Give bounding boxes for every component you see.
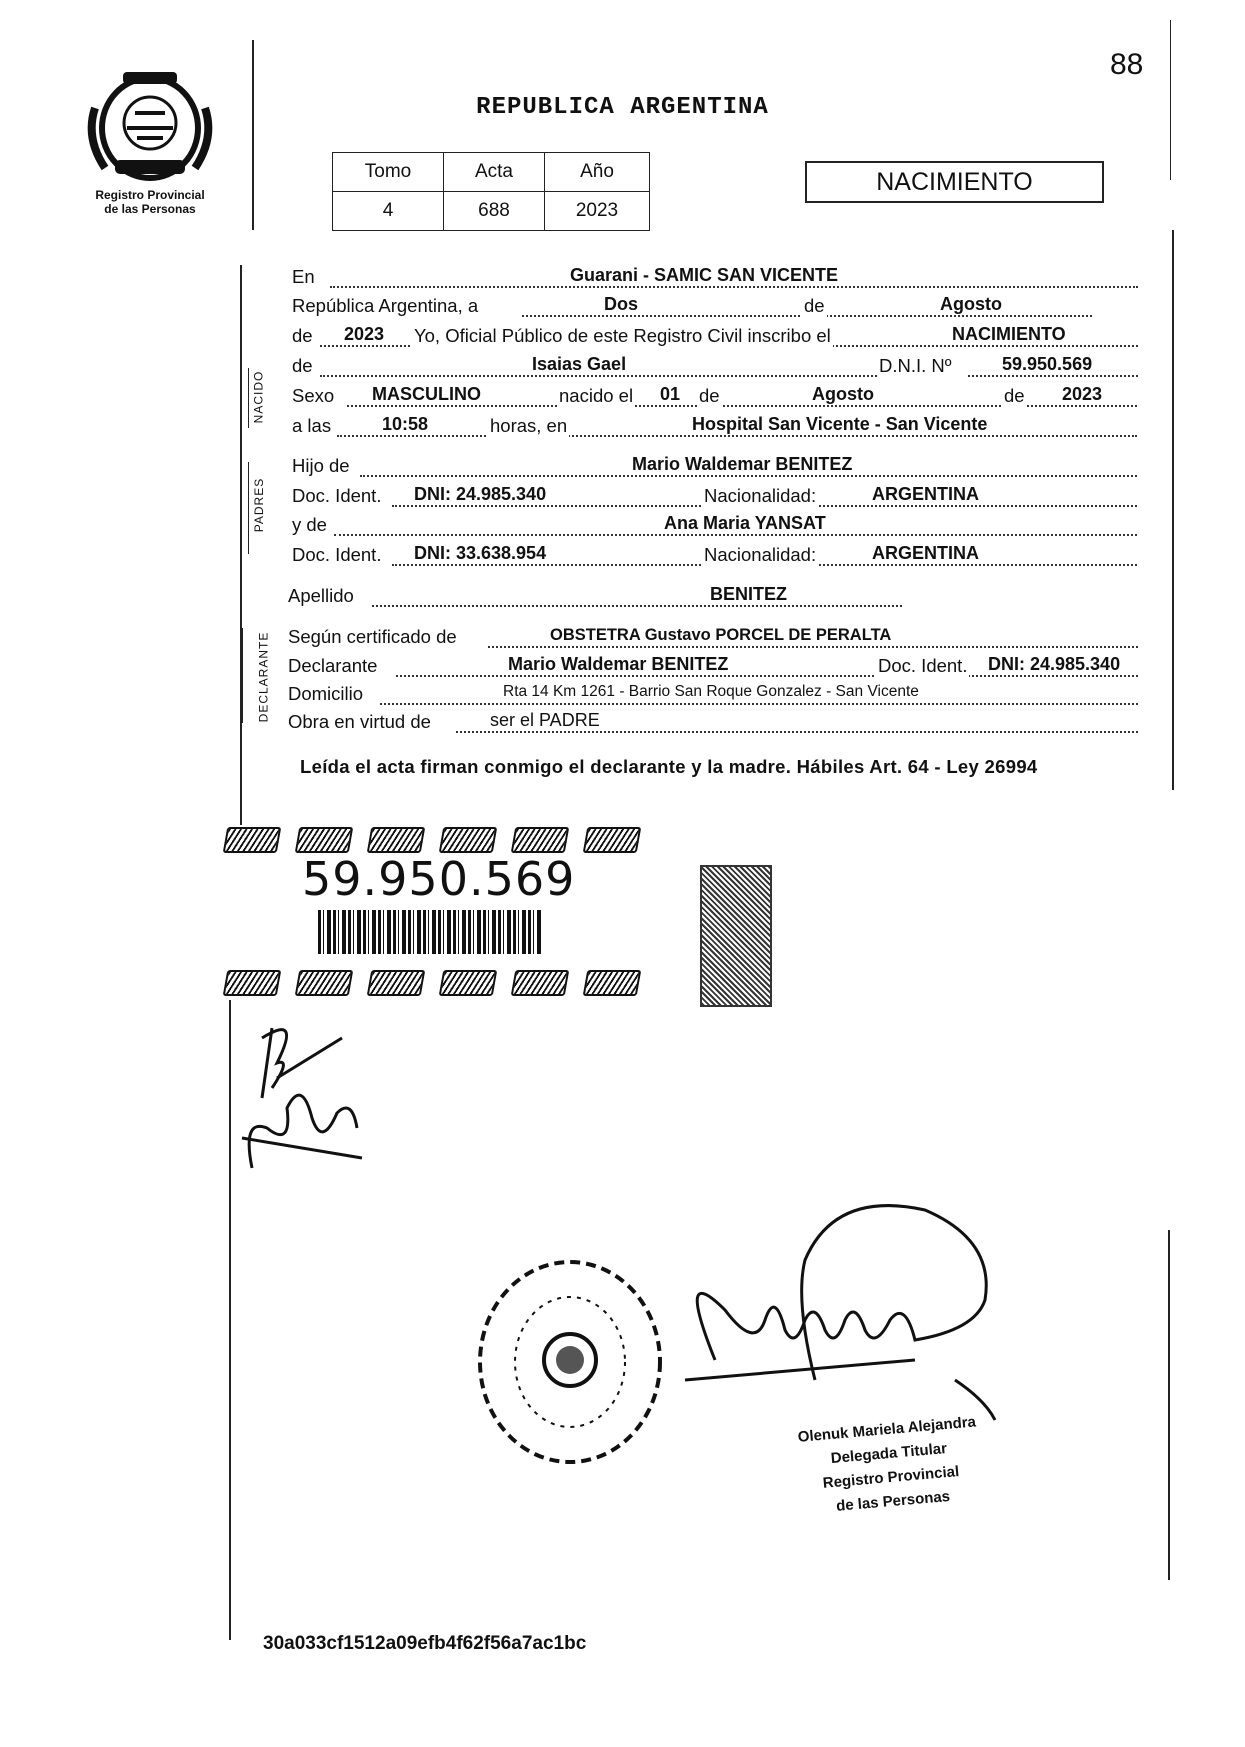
page-number: 88 [1110, 48, 1144, 81]
acta-header: Acta [444, 153, 545, 192]
hologram-seal [700, 865, 772, 1007]
document-title: REPUBLICA ARGENTINA [476, 94, 769, 121]
left-margin-line [240, 265, 242, 825]
birth-year-value: 2023 [1062, 384, 1103, 404]
birth-month-value: Agosto [812, 384, 874, 404]
day-word-value: Dos [604, 294, 639, 314]
tomo-header: Tomo [333, 153, 444, 192]
time-value: 10:58 [382, 414, 429, 434]
month-value: Agosto [940, 294, 1002, 314]
mother-nationality-value: ARGENTINA [872, 543, 979, 563]
dni-label: D.N.I. Nº [877, 352, 954, 380]
section-divider [248, 368, 249, 428]
name-de-label: de [292, 355, 313, 376]
nacido-label: nacido el [557, 382, 635, 410]
en-label: En [292, 266, 315, 287]
acta-type-box: NACIMIENTO [805, 161, 1104, 203]
reference-table [332, 152, 650, 231]
birth-de2-label: de [1002, 382, 1027, 410]
right-margin-line [1172, 230, 1174, 790]
alas-label: a las [292, 415, 332, 436]
sex-value: MASCULINO [372, 384, 481, 404]
decl-label: Declarante [288, 655, 378, 676]
declarant-name-value: Mario Waldemar BENITEZ [508, 654, 729, 674]
signer-office-line2: de las Personas [835, 1487, 951, 1515]
child-dni-value: 59.950.569 [1002, 354, 1093, 374]
mother-nac-label: Nacionalidad: [702, 541, 818, 569]
anio-value: 2023 [545, 192, 650, 231]
de-label: de [802, 292, 827, 320]
year-value: 2023 [344, 324, 385, 344]
barcode [318, 910, 543, 954]
horas-label: horas, en [488, 412, 569, 440]
section-divider [242, 628, 243, 723]
mother-doc-label: Doc. Ident. [292, 544, 382, 565]
declarant-doc-value: DNI: 24.985.340 [988, 654, 1121, 674]
official-round-stamp [470, 1255, 670, 1470]
surname-label: Apellido [288, 585, 354, 606]
relation-value: ser el PADRE [490, 710, 600, 730]
closing-note: Leída el acta firman conmigo el declarante y la madre. Hábiles Art. 64 - Ley 26994 [300, 756, 1038, 777]
yde-label: y de [292, 514, 327, 535]
birth-day-value: 01 [660, 384, 681, 404]
child-name-value: Isaias Gael [532, 354, 627, 374]
sticker-dni-number: 59.950.569 [302, 852, 576, 906]
security-band-top [225, 825, 665, 855]
surname-value: BENITEZ [710, 584, 788, 604]
mother-doc-value: DNI: 33.638.954 [414, 543, 547, 563]
oficial-text: Yo, Oficial Público de este Registro Civil inscribo el [412, 322, 833, 350]
republica-label: República Argentina, a [292, 295, 479, 316]
hospital-value: Hospital San Vicente - San Vicente [692, 414, 988, 434]
birth-de-label: de [697, 382, 722, 410]
declarant-signature [232, 1018, 382, 1188]
signer-name: Olenuk Mariela Alejandra [797, 1413, 977, 1446]
section-divider [248, 462, 249, 554]
cert-label: Según certificado de [288, 626, 457, 647]
logo-caption: Registro Provincial de las Personas [95, 188, 205, 216]
left-margin-line [252, 40, 254, 230]
place-value: Guarani - SAMIC SAN VICENTE [570, 265, 839, 285]
decl-doc-label: Doc. Ident. [876, 652, 969, 680]
certifier-value: OBSTETRA Gustavo PORCEL DE PERALTA [550, 626, 892, 644]
father-doc-value: DNI: 24.985.340 [414, 484, 547, 504]
tomo-value: 4 [333, 192, 444, 231]
mother-name-value: Ana Maria YANSAT [664, 513, 826, 533]
acta-value: 688 [444, 192, 545, 231]
obra-label: Obra en virtud de [288, 711, 431, 732]
signer-role: Delegada Titular [830, 1440, 948, 1468]
section-label-declarante: DECLARANTE [256, 631, 271, 723]
father-name-value: Mario Waldemar BENITEZ [632, 454, 853, 474]
left-margin-line [229, 1000, 231, 1640]
father-nac-label: Nacionalidad: [702, 482, 818, 510]
year-de-label: de [292, 325, 313, 346]
address-value: Rta 14 Km 1261 - Barrio San Roque Gonzalez - San Vicente [503, 683, 919, 700]
father-nationality-value: ARGENTINA [872, 484, 979, 504]
section-label-padres: PADRES [252, 477, 267, 533]
document-hash: 30a033cf1512a09efb4f62f56a7ac1bc [263, 1633, 587, 1654]
sexo-label: Sexo [292, 385, 335, 406]
province-coat-of-arms-logo [85, 68, 215, 183]
security-band-bottom [225, 968, 665, 998]
signer-office: Registro Provincial [822, 1463, 960, 1492]
dom-label: Domicilio [288, 683, 364, 704]
anio-header: Año [545, 153, 650, 192]
hijo-label: Hijo de [292, 455, 350, 476]
right-margin-line [1168, 1230, 1170, 1580]
father-doc-label: Doc. Ident. [292, 485, 382, 506]
act-name-value: NACIMIENTO [952, 324, 1066, 344]
section-label-nacido: NACIDO [251, 370, 266, 424]
